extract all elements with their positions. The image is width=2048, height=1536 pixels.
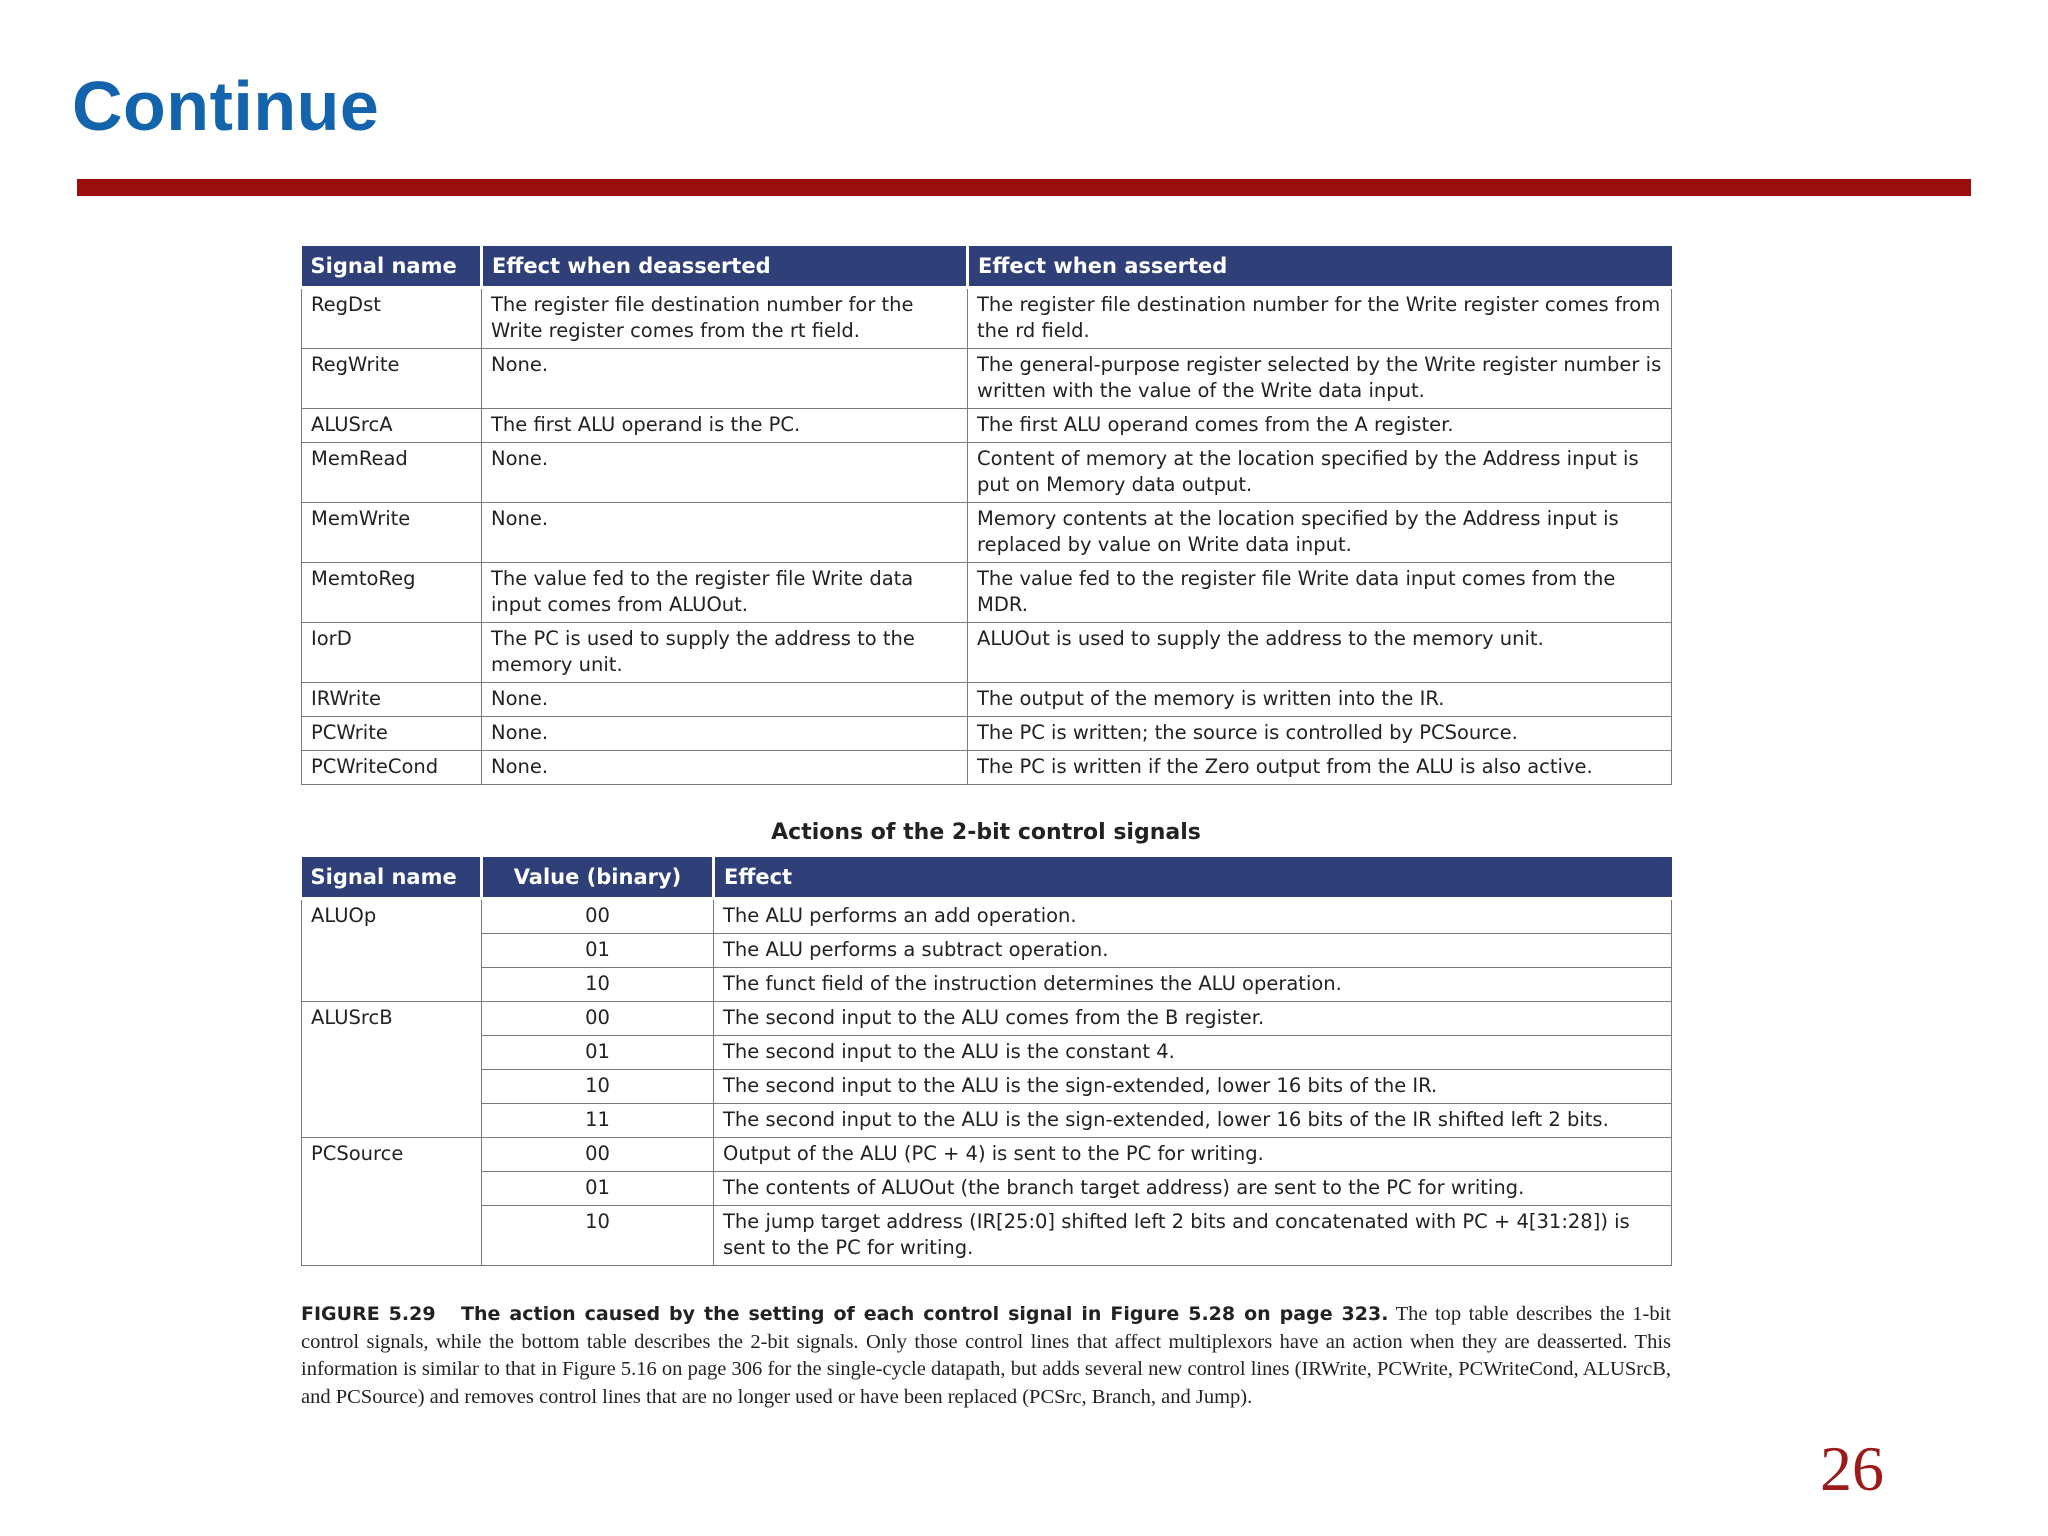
- deasserted-effect-cell: None.: [482, 683, 968, 717]
- value-cell: 01: [482, 1036, 714, 1070]
- table-row: [302, 1172, 1672, 1206]
- signal-name-cell: IRWrite: [302, 683, 482, 717]
- column-header-signal-name: Signal name: [302, 857, 482, 899]
- effect-cell: The funct field of the instruction determines the ALU operation.: [714, 968, 1672, 1002]
- deasserted-effect-cell: None.: [482, 503, 968, 563]
- table-row: [302, 1138, 1672, 1172]
- asserted-effect-cell: The output of the memory is written into the IR.: [968, 683, 1672, 717]
- slide-title: Continue: [72, 67, 380, 145]
- value-cell: 00: [482, 1002, 714, 1036]
- signal-name-cell: MemtoReg: [302, 563, 482, 623]
- value-cell: 00: [482, 899, 714, 934]
- signal-name-cell: [302, 968, 482, 1002]
- table-row: [302, 1070, 1672, 1104]
- asserted-effect-cell: Memory contents at the location specified by the Address input is replaced by value on Write data input.: [968, 503, 1672, 563]
- table-row: [302, 968, 1672, 1002]
- title-divider: [77, 179, 1971, 196]
- signal-name-cell: ALUSrcA: [302, 409, 482, 443]
- signal-name-cell: MemWrite: [302, 503, 482, 563]
- deasserted-effect-cell: The value fed to the register file Write data input comes from ALUOut.: [482, 563, 968, 623]
- column-header-value: Value (binary): [482, 857, 714, 899]
- deasserted-effect-cell: The register file destination number for the Write register comes from the rt field.: [482, 288, 968, 349]
- signal-name-cell: [302, 1172, 482, 1206]
- effect-cell: The ALU performs a subtract operation.: [714, 934, 1672, 968]
- table-row: [302, 563, 1672, 623]
- signal-name-cell: PCWrite: [302, 717, 482, 751]
- signal-name-cell: IorD: [302, 623, 482, 683]
- value-cell: 00: [482, 1138, 714, 1172]
- effect-cell: The second input to the ALU comes from the B register.: [714, 1002, 1672, 1036]
- signal-name-cell: [302, 934, 482, 968]
- value-cell: 10: [482, 1070, 714, 1104]
- two-bit-signals-body: [302, 899, 1672, 1266]
- deasserted-effect-cell: The first ALU operand is the PC.: [482, 409, 968, 443]
- table-row: [302, 1036, 1672, 1070]
- table-row: [302, 443, 1672, 503]
- signal-name-cell: ALUOp: [302, 899, 482, 934]
- one-bit-signals-body: [302, 288, 1672, 785]
- figure-label: FIGURE 5.29: [301, 1303, 436, 1325]
- effect-cell: The jump target address (IR[25:0] shifted left 2 bits and concatenated with PC + 4[31:28]) is sent to the PC for writing.: [714, 1206, 1672, 1266]
- page-number: 26: [1820, 1433, 1884, 1504]
- table-row: [302, 1104, 1672, 1138]
- table-row: [302, 409, 1672, 443]
- column-header-signal-name: Signal name: [302, 246, 482, 288]
- signal-name-cell: MemRead: [302, 443, 482, 503]
- value-cell: 11: [482, 1104, 714, 1138]
- two-bit-signals-table: [301, 857, 1672, 1266]
- column-header-deasserted: Effect when deasserted: [482, 246, 968, 288]
- table-row: [302, 683, 1672, 717]
- figure-description: The top table describes the 1-bit control signals, while the bottom table describes the 2-bit signals. Only those control lines that affect multiplexors have an action when they are deasserted. This information is similar to that in Figure 5.16 on page 306 for the single-cycle datapath, but adds several new control lines (IRWrite, PCWrite, PCWriteCond, ALUSrcB, and PCSource) and removes control lines that are no longer used or have been replaced (PCSrc, Branch, and Jump).: [301, 1303, 1671, 1408]
- effect-cell: Output of the ALU (PC + 4) is sent to the PC for writing.: [714, 1138, 1672, 1172]
- asserted-effect-cell: The register file destination number for the Write register comes from the rd field.: [968, 288, 1672, 349]
- signal-name-cell: [302, 1104, 482, 1138]
- effect-cell: The second input to the ALU is the constant 4.: [714, 1036, 1672, 1070]
- value-cell: 01: [482, 1172, 714, 1206]
- asserted-effect-cell: The PC is written if the Zero output from the ALU is also active.: [968, 751, 1672, 785]
- signal-name-cell: PCWriteCond: [302, 751, 482, 785]
- signal-name-cell: RegWrite: [302, 349, 482, 409]
- table-row: [302, 751, 1672, 785]
- signal-name-cell: [302, 1036, 482, 1070]
- asserted-effect-cell: The PC is written; the source is controlled by PCSource.: [968, 717, 1672, 751]
- signal-name-cell: [302, 1070, 482, 1104]
- signal-name-cell: RegDst: [302, 288, 482, 349]
- signal-name-cell: ALUSrcB: [302, 1002, 482, 1036]
- table-header-row: [302, 857, 1672, 899]
- table-row: [302, 623, 1672, 683]
- deasserted-effect-cell: None.: [482, 349, 968, 409]
- effect-cell: The second input to the ALU is the sign-extended, lower 16 bits of the IR.: [714, 1070, 1672, 1104]
- signal-name-cell: [302, 1206, 482, 1266]
- table-header-row: [302, 246, 1672, 288]
- value-cell: 10: [482, 1206, 714, 1266]
- effect-cell: The contents of ALUOut (the branch target address) are sent to the PC for writing.: [714, 1172, 1672, 1206]
- table-row: [302, 288, 1672, 349]
- deasserted-effect-cell: None.: [482, 443, 968, 503]
- table-row: [302, 349, 1672, 409]
- table-row: [302, 1002, 1672, 1036]
- deasserted-effect-cell: The PC is used to supply the address to the memory unit.: [482, 623, 968, 683]
- value-cell: 10: [482, 968, 714, 1002]
- table-row: [302, 934, 1672, 968]
- asserted-effect-cell: The general-purpose register selected by the Write register number is written with the value of the Write data input.: [968, 349, 1672, 409]
- table-caption: Actions of the 2-bit control signals: [771, 820, 1201, 845]
- table-row: [302, 717, 1672, 751]
- asserted-effect-cell: Content of memory at the location specified by the Address input is put on Memory data output.: [968, 443, 1672, 503]
- signal-name-cell: PCSource: [302, 1138, 482, 1172]
- deasserted-effect-cell: None.: [482, 717, 968, 751]
- table-row: [302, 503, 1672, 563]
- column-header-effect: Effect: [714, 857, 1672, 899]
- column-header-asserted: Effect when asserted: [968, 246, 1672, 288]
- deasserted-effect-cell: None.: [482, 751, 968, 785]
- asserted-effect-cell: The first ALU operand comes from the A register.: [968, 409, 1672, 443]
- figure-title: The action caused by the setting of each control signal in Figure 5.28 on page 323.: [461, 1303, 1389, 1325]
- asserted-effect-cell: The value fed to the register file Write data input comes from the MDR.: [968, 563, 1672, 623]
- table-row: [302, 899, 1672, 934]
- one-bit-signals-table: [301, 246, 1672, 785]
- effect-cell: The ALU performs an add operation.: [714, 899, 1672, 934]
- table-row: [302, 1206, 1672, 1266]
- asserted-effect-cell: ALUOut is used to supply the address to the memory unit.: [968, 623, 1672, 683]
- value-cell: 01: [482, 934, 714, 968]
- effect-cell: The second input to the ALU is the sign-extended, lower 16 bits of the IR shifted left 2 bits.: [714, 1104, 1672, 1138]
- figure-caption: [301, 1301, 1671, 1411]
